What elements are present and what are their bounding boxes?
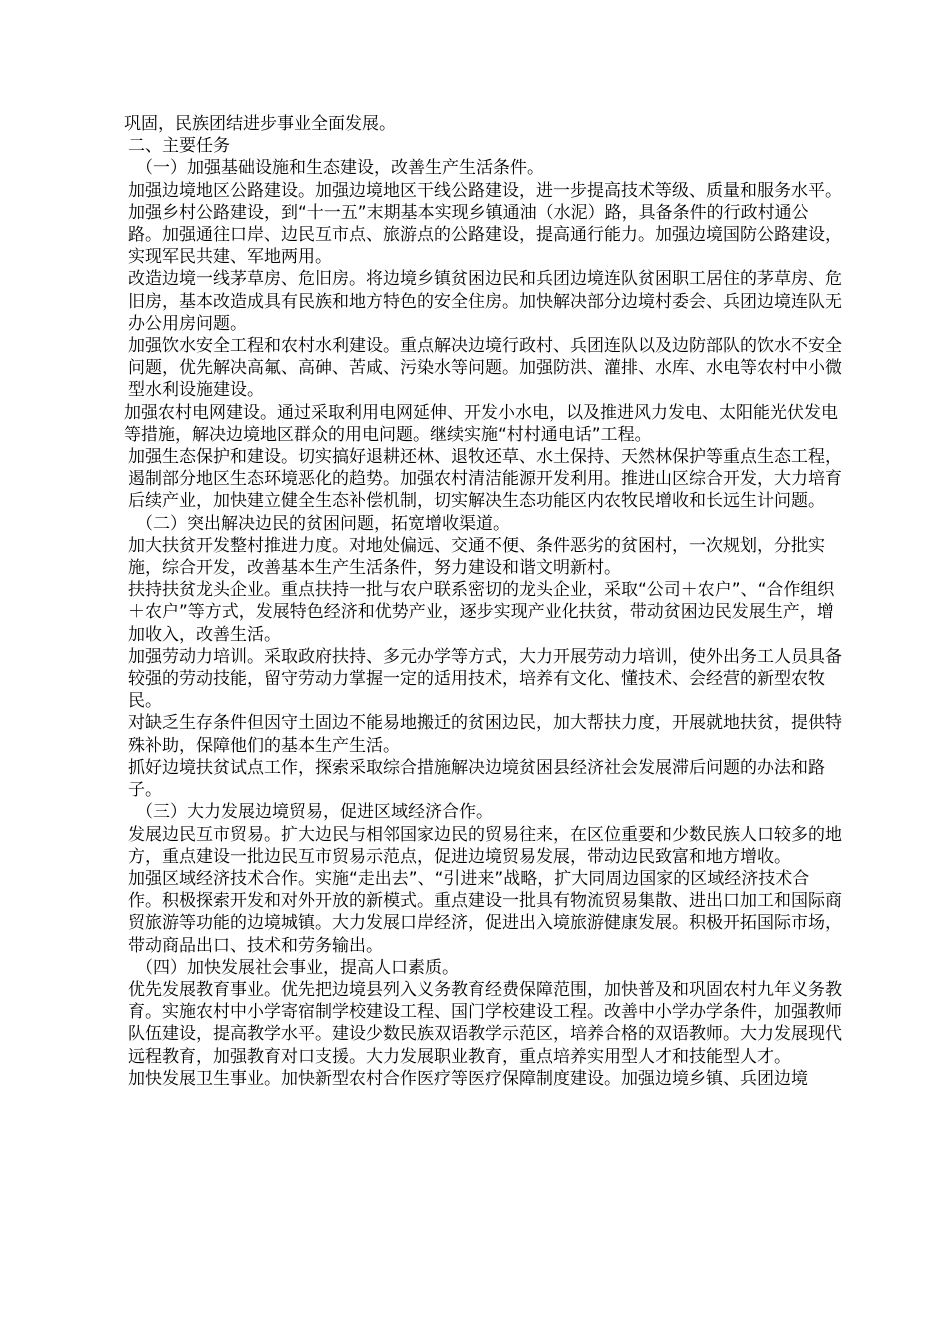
- paragraph: 加强农村电网建设。通过采取利用电网延伸、开发小水电，以及推进风力发电、太阳能光伏发电等措施，解决边境地区群众的用电问题。继续实施“村村通电话”工程。: [124, 402, 838, 445]
- paragraph: 巩固，民族团结进步事业全面发展。: [124, 114, 396, 134]
- paragraph: 优先发展教育事业。优先把边境县列入义务教育经费保障范围，加快普及和巩固农村九年义务教育。实施农村中小学寄宿制学校建设工程、国门学校建设工程。改善中小学办学条件，加强教师队伍建设，提高教学水平。建设少数民族双语教学示范区，培养合格的双语教师。大力发展现代远程教育，加强教育对口支援。大力发展职业教育，重点培养实用型人才和技能型人才。: [128, 979, 842, 1067]
- paragraph: 改造边境一线茅草房、危旧房。将边境乡镇贫困边民和兵团边境连队贫困职工居住的茅草房、危旧房，基本改造成具有民族和地方特色的安全住房。加快解决部分边境村委会、兵团边境连队无办公用房问题。: [128, 269, 842, 334]
- paragraph: 加快发展卫生事业。加快新型农村合作医疗等医疗保障制度建设。加强边境乡镇、兵团边境: [128, 1068, 808, 1089]
- paragraph: 发展边民互市贸易。扩大边民与相邻国家边民的贸易往来，在区位重要和少数民族人口较多的地方，重点建设一批边民互市贸易示范点，促进边境贸易发展，带动边民致富和地方增收。: [128, 824, 842, 867]
- paragraph: 对缺乏生存条件但因守土固边不能易地搬迁的贫困边民，加大帮扶力度，开展就地扶贫，提供特殊补助，保障他们的基本生产生活。: [128, 713, 842, 756]
- paragraph: 加强边境地区公路建设。加强边境地区干线公路建设，进一步提高技术等级、质量和服务水平。加强乡村公路建设，到“十一五”末期基本实现乡镇通油（水泥）路，具备条件的行政村通公路。加强通往口岸、边民互市点、旅游点的公路建设，提高通行能力。加强边境国防公路建设，实现军民共建、军地两用。: [128, 180, 842, 268]
- paragraph: 加强生态保护和建设。切实搞好退耕还林、退牧还草、水土保持、天然林保护等重点生态工程，遏制部分地区生态环境恶化的趋势。加强农村清洁能源开发利用。推进山区综合开发，大力培育后续产业，加快建立健全生态补偿机制，切实解决生态功能区内农牧民增收和长远生计问题。: [128, 447, 842, 512]
- paragraph: 抓好边境扶贫试点工作，探索采取综合措施解决边境贫困县经济社会发展滞后问题的办法和路子。: [128, 757, 825, 801]
- section-heading: 二、主要任务: [128, 136, 230, 157]
- paragraph: 加强区域经济技术合作。实施“走出去”、“引进来”战略，扩大同周边国家的区域经济技术合作。积极探索开发和对外开放的新模式。重点建设一批具有物流贸易集散、进出口加工和国际商贸旅游等功能的边境城镇。大力发展口岸经济，促进出入境旅游健康发展。积极开拓国际市场，带动商品出口、技术和劳务输出。: [128, 868, 842, 956]
- subsection-heading: （三）大力发展边境贸易，促进区域经济合作。: [136, 802, 493, 823]
- subsection-heading: （一）加强基础设施和生态建设，改善生产生活条件。: [136, 158, 544, 179]
- paragraph: 加强饮水安全工程和农村水利建设。重点解决边境行政村、兵团连队以及边防部队的饮水不安全问题，优先解决高氟、高砷、苦咸、污染水等问题。加强防洪、灌排、水库、水电等农村中小微型水利设施建设。: [128, 336, 842, 401]
- paragraph: 加大扶贫开发整村推进力度。对地处偏远、交通不便、条件恶劣的贫困村，一次规划，分批实施，综合开发，改善基本生产生活条件，努力建设和谐文明新村。: [128, 535, 825, 579]
- subsection-heading: （四）加快发展社会事业，提高人口素质。: [136, 957, 459, 978]
- paragraph: 扶持扶贫龙头企业。重点扶持一批与农户联系密切的龙头企业，采取“公司＋农户”、“合作组织＋农户”等方式，发展特色经济和优势产业，逐步实现产业化扶贫，带动贫困边民发展生产，增加收入，改善生活。: [128, 580, 835, 645]
- subsection-heading: （二）突出解决边民的贫困问题，拓宽增收渠道。: [136, 513, 510, 534]
- paragraph: 加强劳动力培训。采取政府扶持、多元办学等方式，大力开展劳动力培训，使外出务工人员具备较强的劳动技能，留守劳动力掌握一定的适用技术，培养有文化、懂技术、会经营的新型农牧民。: [128, 646, 842, 712]
